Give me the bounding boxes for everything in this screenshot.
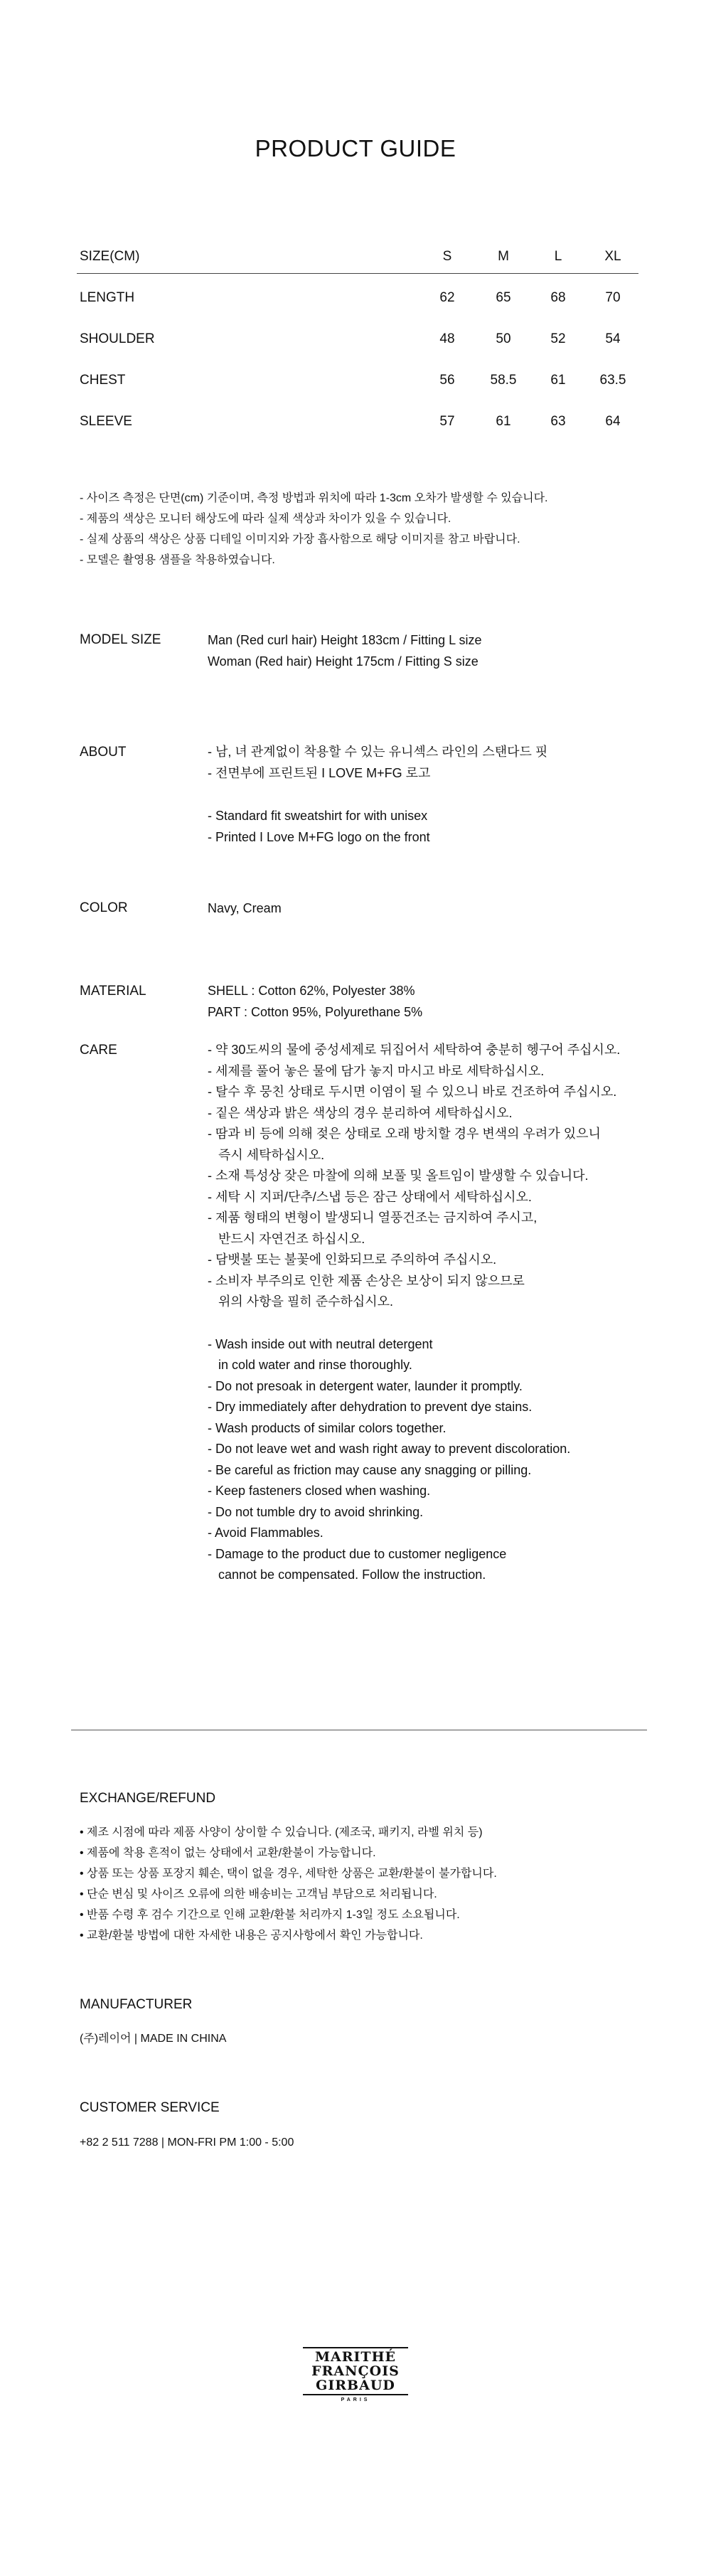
care-line: - Be careful as friction may cause any snagging or pilling.: [208, 1462, 532, 1477]
size-notes: [80, 488, 648, 570]
row-label: SHOULDER: [80, 331, 155, 346]
size-header-xl: XL: [604, 249, 621, 264]
logo-line: FRANÇOIS: [311, 2363, 400, 2379]
care-line: - Do not leave wet and wash right away to prevent discoloration.: [208, 1442, 571, 1456]
material-line: PART : Cotton 95%, Polyurethane 5%: [208, 1005, 423, 1019]
exchange-text: [80, 1822, 648, 1946]
care-line: - 짙은 색상과 밝은 색상의 경우 분리하여 세탁하십시오.: [208, 1105, 513, 1120]
care-line: - Avoid Flammables.: [208, 1526, 324, 1540]
color-label: COLOR: [80, 900, 128, 915]
care-line: - 땀과 비 등에 의해 젖은 상태로 오래 방치할 경우 변색의 우려가 있으니: [208, 1127, 601, 1141]
material-text: [208, 980, 663, 1023]
row-label: CHEST: [80, 373, 126, 388]
cell-xl: 70: [605, 290, 621, 305]
page-title: PRODUCT GUIDE: [255, 135, 456, 161]
table-row: [77, 324, 638, 353]
care-line: 반드시 자연건조 하십시오.: [208, 1231, 365, 1246]
color-value: Navy, Cream: [208, 901, 282, 915]
care-line: [208, 1313, 677, 1334]
size-header-l: L: [554, 249, 562, 264]
care-line: - 세탁 시 지퍼/단추/스냅 등은 잠근 상태에서 세탁하십시오.: [208, 1189, 532, 1204]
care-line: - Damage to the product due to customer negligence: [208, 1546, 507, 1561]
customer-service-value: +82 2 511 7288 | MON-FRI PM 1:00 - 5:00: [80, 2136, 294, 2149]
row-label: SLEEVE: [80, 414, 132, 429]
material-line: SHELL : Cotton 62%, Polyester 38%: [208, 984, 415, 998]
about-line: - Standard fit sweatshirt for with unisex: [208, 809, 428, 823]
table-header-rule: [77, 273, 638, 274]
care-line: - Do not tumble dry to avoid shrinking.: [208, 1504, 424, 1519]
note-line: - 모델은 촬영용 샘플을 착용하였습니다.: [80, 554, 275, 566]
care-line: - Keep fasteners closed when washing.: [208, 1484, 431, 1498]
table-row: [77, 366, 638, 394]
note-line: - 제품의 색상은 모니터 해상도에 따라 실제 색상과 차이가 있을 수 있습니다.: [80, 513, 451, 525]
cell-s: 62: [439, 290, 455, 305]
care-line: - 탈수 후 뭉친 상태로 두시면 이염이 될 수 있으니 바로 건조하여 주십시오.: [208, 1085, 617, 1099]
table-row: [77, 283, 638, 312]
care-line: 즉시 세탁하십시오.: [208, 1147, 325, 1162]
exchange-line: • 제품에 착용 흔적이 없는 상태에서 교환/환불이 가능합니다.: [80, 1847, 376, 1859]
size-header-label: SIZE(CM): [80, 249, 140, 264]
manufacturer-heading: MANUFACTURER: [80, 1997, 193, 2012]
cell-xl: 63.5: [599, 373, 626, 388]
brand-logo: [299, 2347, 412, 2415]
about-label: ABOUT: [80, 745, 127, 760]
logo-sub: PARIS: [341, 2397, 370, 2402]
care-line: cannot be compensated. Follow the instruction.: [208, 1568, 486, 1582]
model-size-text: [208, 629, 663, 672]
care-line: - 약 30도씨의 물에 중성세제로 뒤집어서 세탁하여 충분히 헹구어 주십시오.: [208, 1043, 621, 1057]
care-line: - Wash inside out with neutral detergent: [208, 1336, 433, 1351]
size-table-header: [77, 242, 638, 270]
table-row: [77, 407, 638, 435]
logo-line: GIRBAUD: [316, 2378, 395, 2393]
cell-m: 58.5: [490, 373, 517, 388]
care-label: CARE: [80, 1043, 117, 1058]
exchange-heading: EXCHANGE/REFUND: [80, 1791, 216, 1806]
model-size-label: MODEL SIZE: [80, 632, 161, 647]
about-line: - 전면부에 프린트된 I LOVE M+FG 로고: [208, 766, 431, 780]
exchange-line: • 제조 시점에 따라 제품 사양이 상이할 수 있습니다. (제조국, 패키지, 라벨 위치 등): [80, 1826, 483, 1838]
cell-l: 68: [550, 290, 566, 305]
care-line: in cold water and rinse thoroughly.: [208, 1358, 412, 1372]
about-line: - Printed I Love M+FG logo on the front: [208, 830, 430, 844]
exchange-line: • 교환/환불 방법에 대한 자세한 내용은 공지사항에서 확인 가능합니다.: [80, 1930, 423, 1942]
cell-xl: 64: [605, 414, 621, 429]
about-line: [208, 784, 663, 805]
exchange-line: • 단순 변심 및 사이즈 오류에 의한 배송비는 고객님 부담으로 처리됩니다.: [80, 1888, 437, 1900]
care-line: - Do not presoak in detergent water, launder it promptly.: [208, 1378, 523, 1393]
cell-xl: 54: [605, 331, 621, 346]
cell-l: 63: [550, 414, 566, 429]
about-line: - 남, 녀 관계없이 착용할 수 있는 유니섹스 라인의 스탠다드 핏: [208, 745, 548, 759]
cell-l: 52: [550, 331, 566, 346]
model-size-line: Woman (Red hair) Height 175cm / Fitting S size: [208, 654, 479, 669]
note-line: - 실제 상품의 색상은 상품 디테일 이미지와 가장 흡사함으로 해당 이미지를 참고 바랍니다.: [80, 533, 520, 545]
care-line: - Dry immediately after dehydration to prevent dye stains.: [208, 1400, 533, 1414]
cell-s: 56: [439, 373, 455, 388]
cell-l: 61: [550, 373, 566, 388]
care-line: 위의 사항을 필히 준수하십시오.: [208, 1294, 394, 1309]
row-label: LENGTH: [80, 290, 135, 305]
care-line: - 담뱃불 또는 불꽃에 인화되므로 주의하여 주십시오.: [208, 1252, 497, 1267]
cell-s: 48: [439, 331, 455, 346]
model-size-line: Man (Red curl hair) Height 183cm / Fitting L size: [208, 633, 482, 647]
size-header-m: M: [498, 249, 509, 264]
logo-line: MARITHÉ: [314, 2349, 397, 2365]
care-line: - Wash products of similar colors together.: [208, 1420, 447, 1435]
about-text: [208, 741, 663, 848]
care-line: - 소비자 부주의로 인한 제품 손상은 보상이 되지 않으므로: [208, 1273, 525, 1288]
size-header-s: S: [442, 249, 452, 264]
care-text: [208, 1040, 677, 1586]
manufacturer-value: (주)레이어 | MADE IN CHINA: [80, 2033, 227, 2045]
cell-s: 57: [439, 414, 455, 429]
note-line: - 사이즈 측정은 단면(cm) 기준이며, 측정 방법과 위치에 따라 1-3cm 오차가 발생할 수 있습니다.: [80, 492, 548, 504]
care-line: - 세제를 풀어 놓은 물에 담가 놓지 마시고 바로 세탁하십시오.: [208, 1063, 545, 1078]
customer-service-heading: CUSTOMER SERVICE: [80, 2100, 220, 2115]
material-label: MATERIAL: [80, 984, 146, 999]
cell-m: 65: [496, 290, 511, 305]
cell-m: 61: [496, 414, 511, 429]
exchange-line: • 반품 수령 후 검수 기간으로 인해 교환/환불 처리까지 1-3일 정도 소요됩니다.: [80, 1909, 460, 1921]
care-line: - 제품 형태의 변형이 발생되니 열풍건조는 금지하여 주시고,: [208, 1210, 538, 1225]
exchange-line: • 상품 또는 상품 포장지 훼손, 택이 없을 경우, 세탁한 상품은 교환/환불이 불가합니다.: [80, 1868, 497, 1880]
care-line: - 소재 특성상 잦은 마찰에 의해 보풀 및 올트임이 발생할 수 있습니다.: [208, 1169, 589, 1183]
cell-m: 50: [496, 331, 511, 346]
